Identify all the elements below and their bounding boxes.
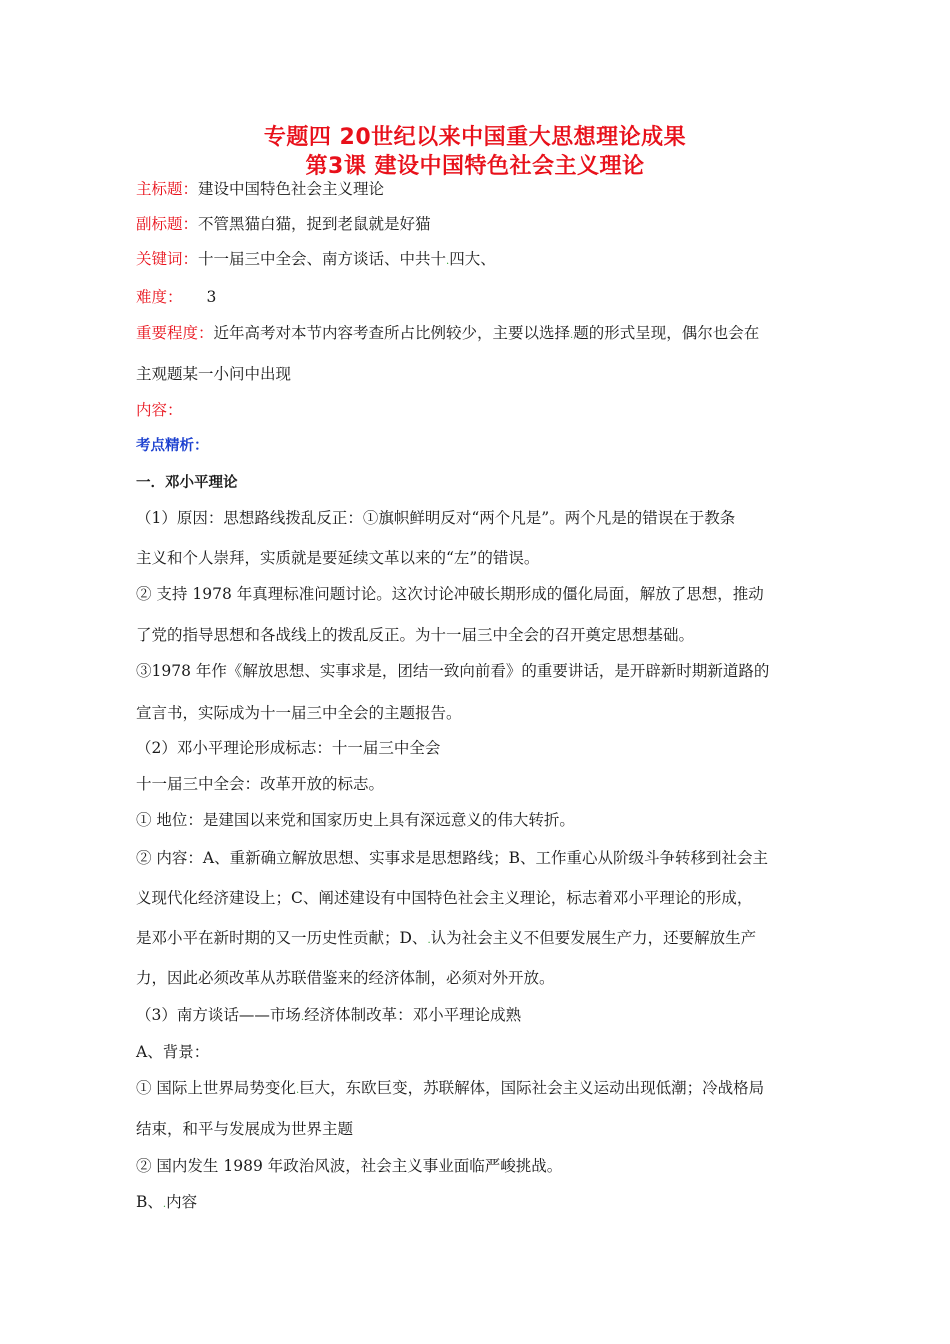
watermark-dot: .	[295, 1085, 300, 1096]
para-text: B、	[136, 1193, 163, 1211]
para-text: ① 国际上世界局势变化	[136, 1079, 296, 1097]
para-line: ② 国内发生 1989 年政治风波，社会主义事业面临严峻挑战。	[136, 1157, 563, 1175]
para-line: 义现代化经济建设上；C、阐述建设有中国特色社会主义理论，标志着邓小平理论的形成，	[136, 889, 753, 907]
para-line: 了党的指导思想和各战线上的拨乱反正。为十一届三中全会的召开奠定思想基础。	[136, 626, 695, 644]
para-text: 认为社会主义不但要发展生产力，还要解放生产	[430, 929, 757, 947]
main-title-value: 建设中国特色社会主义理论	[198, 180, 385, 198]
part1-heading: 一．邓小平理论	[136, 475, 238, 491]
para-line: 结束，和平与发展成为世界主题	[136, 1120, 354, 1138]
doc-title-topic: 专题四 20世纪以来中国重大思想理论成果	[263, 125, 687, 150]
importance-row-cont: 主观题某一小问中出现	[136, 365, 292, 383]
importance-label: 重要程度：	[136, 324, 214, 342]
difficulty-value: 3	[206, 288, 217, 306]
importance-value-b: 题的形式呈现，偶尔也会在	[573, 324, 760, 342]
difficulty-row	[136, 285, 216, 307]
keywords-value-b: 四大、	[449, 250, 496, 268]
main-title-row	[136, 177, 384, 199]
watermark-dot: .	[162, 1199, 167, 1210]
para-line	[136, 926, 756, 948]
para-line: 宣言书，实际成为十一届三中全会的主题报告。	[136, 704, 462, 722]
para-line	[136, 1076, 764, 1098]
keywords-value-a: 十一届三中全会、南方谈话、中共十	[198, 250, 447, 268]
para-text: 经济体制改革：邓小平理论成熟	[304, 1006, 522, 1024]
para-line: 主义和个人崇拜，实质就是要延续文革以来的“左”的错误。	[136, 549, 540, 567]
para-line: ② 支持 1978 年真理标准问题讨论。这次讨论冲破长期形成的僵化局面，解放了思想，推动	[136, 585, 764, 603]
importance-row	[136, 321, 759, 343]
para-line: 力，因此必须改革从苏联借鉴来的经济体制，必须对外开放。	[136, 969, 555, 987]
content-label: 内容：	[136, 401, 183, 419]
para-text: （3）南方谈话——市场	[136, 1006, 301, 1024]
importance-value-a: 近年高考对本节内容考查所占比例较少，主要以选择	[213, 324, 571, 342]
keywords-label: 关键词：	[136, 250, 199, 268]
section-heading: 考点精析：	[136, 438, 209, 454]
watermark-dot: .	[570, 330, 574, 341]
para-line: （1）原因：思想路线拨乱反正：①旗帜鲜明反对“两个凡是”。两个凡是的错误在于教条	[136, 509, 736, 527]
keywords-row	[136, 247, 496, 269]
watermark-dot: .	[446, 256, 450, 267]
main-title-label: 主标题：	[136, 180, 199, 198]
subtitle-label: 副标题：	[136, 215, 199, 233]
para-line	[136, 1003, 521, 1025]
doc-title-lesson: 第3课 建设中国特色社会主义理论	[305, 154, 645, 179]
difficulty-label: 难度：	[136, 288, 183, 306]
para-text: 巨大，东欧巨变，苏联解体，国际社会主义运动出现低潮；冷战格局	[299, 1079, 765, 1097]
subtitle-row	[136, 212, 431, 234]
para-text: 内容	[166, 1193, 198, 1211]
para-line	[136, 1190, 197, 1212]
para-line: A、背景：	[136, 1043, 210, 1061]
para-line: （2）邓小平理论形成标志：十一届三中全会	[136, 739, 441, 757]
watermark-dot: .	[427, 935, 431, 946]
para-line: ③1978 年作《解放思想、实事求是，团结一致向前看》的重要讲话，是开辟新时期新道路的	[136, 662, 770, 680]
para-line: ① 地位：是建国以来党和国家历史上具有深远意义的伟大转折。	[136, 811, 575, 829]
subtitle-value: 不管黑猫白猫，捉到老鼠就是好猫	[198, 215, 431, 233]
para-line: 十一届三中全会：改革开放的标志。	[136, 775, 385, 793]
watermark-dot: .	[300, 1012, 305, 1023]
para-line: ② 内容：A、重新确立解放思想、实事求是思想路线；B、工作重心从阶级斗争转移到社会主	[136, 849, 769, 867]
para-text: 是邓小平在新时期的又一历史性贡献；D、	[136, 929, 428, 947]
